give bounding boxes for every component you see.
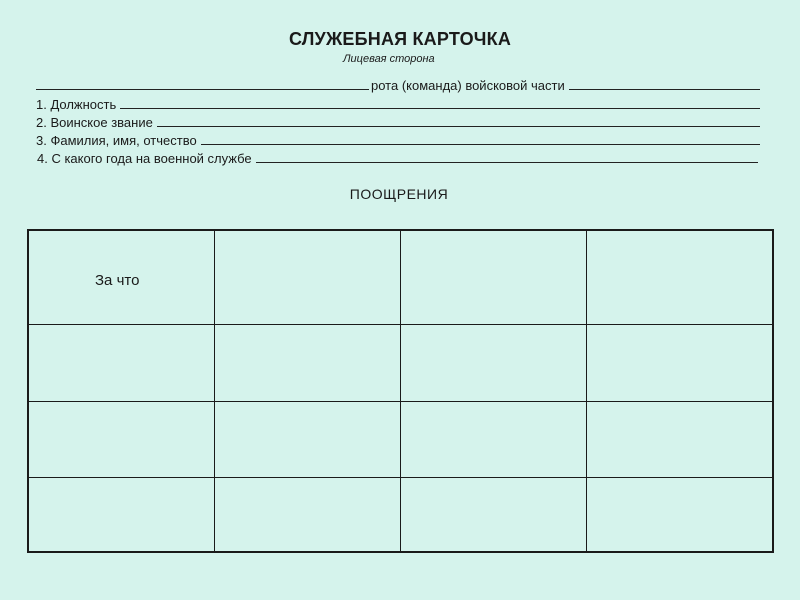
field-fullname [36,132,760,148]
table-cell[interactable] [215,325,401,402]
table-cell[interactable] [29,325,215,402]
rewards-table [27,229,774,553]
unit-blank-after[interactable] [569,77,760,90]
table-cell[interactable] [401,478,587,551]
table-cell[interactable] [587,231,772,325]
table-cell[interactable] [215,231,401,325]
field-fullname-label: 3. Фамилия, имя, отчество [36,133,197,148]
field-position-label: 1. Должность [36,97,117,112]
table-cell[interactable] [29,402,215,478]
table-cell[interactable] [401,402,587,478]
table-cell[interactable] [29,478,215,551]
table-cell-header[interactable] [29,231,215,325]
table-cell[interactable] [587,325,772,402]
field-position-blank[interactable] [120,96,760,109]
field-service-year [37,150,758,166]
unit-label: рота (команда) войсковой части [371,78,565,93]
for-what-label: За что [95,272,140,289]
field-rank-blank[interactable] [157,114,760,127]
table-cell[interactable] [215,478,401,551]
section-heading [0,186,800,202]
card-subtitle: Лицевая сторона [343,53,435,65]
unit-line [36,77,760,93]
field-position [36,96,760,112]
table-cell[interactable] [215,402,401,478]
unit-blank-before[interactable] [36,77,369,90]
field-service-year-blank[interactable] [256,150,758,163]
field-rank-label: 2. Воинское звание [36,115,153,130]
field-rank [36,114,760,130]
section-heading-text: ПООЩРЕНИЯ [349,186,449,202]
field-service-year-label: 4. С какого года на военной службе [37,151,252,166]
field-fullname-blank[interactable] [201,132,760,145]
table-cell[interactable] [587,402,772,478]
table-cell[interactable] [587,478,772,551]
table-cell[interactable] [401,231,587,325]
table-cell[interactable] [401,325,587,402]
card-title: СЛУЖЕБНАЯ КАРТОЧКА [288,29,512,49]
